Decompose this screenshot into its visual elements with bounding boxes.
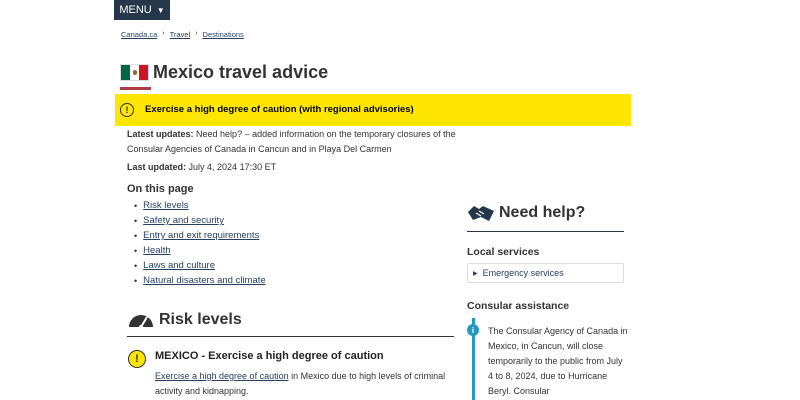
local-services-title: Local services bbox=[467, 246, 540, 258]
toc-item bbox=[134, 273, 266, 288]
toc-link-health[interactable]: • Health bbox=[143, 245, 171, 256]
last-updated-label: Last updated: bbox=[127, 162, 187, 172]
chevron-right-icon: › bbox=[195, 30, 198, 37]
menu-label: MENU bbox=[119, 4, 152, 16]
exclamation-icon: ! bbox=[120, 103, 134, 117]
handshake-icon bbox=[467, 203, 495, 223]
advisory-banner bbox=[115, 94, 631, 126]
toc-item bbox=[134, 198, 266, 213]
chevron-right-icon: › bbox=[162, 30, 165, 37]
toc-link-safety[interactable]: • Safety and security bbox=[143, 215, 224, 226]
menu-button[interactable] bbox=[114, 0, 170, 20]
risk-item-title: MEXICO - Exercise a high degree of caution bbox=[155, 350, 384, 362]
mexico-flag-icon bbox=[120, 64, 149, 81]
toc-link-disasters[interactable]: • Natural disasters and climate bbox=[143, 275, 266, 286]
toc-item bbox=[134, 243, 266, 258]
toc-link-entry-exit[interactable]: • Entry and exit requirements bbox=[143, 230, 260, 241]
latest-updates bbox=[127, 127, 457, 157]
consular-assistance-title: Consular assistance bbox=[467, 300, 570, 312]
advisory-text: Exercise a high degree of caution (with regional advisories) bbox=[145, 104, 414, 115]
emergency-services-label: Emergency services bbox=[482, 268, 564, 278]
triangle-right-icon: ▶ bbox=[473, 270, 478, 277]
last-updated bbox=[127, 162, 276, 172]
toc-link-risk-levels[interactable]: • Risk levels bbox=[143, 200, 189, 211]
page-title: Mexico travel advice bbox=[153, 62, 329, 82]
breadcrumb bbox=[121, 30, 244, 39]
consular-info-text: The Consular Agency of Canada in Mexico, in Cancun, will close temporarily to the public from July 4 to 8, 2024, due to Hurricane Beryl. Consular bbox=[488, 326, 628, 396]
breadcrumb-travel[interactable]: Travel bbox=[169, 30, 191, 39]
risk-item-link[interactable]: Exercise a high degree of caution bbox=[155, 371, 289, 381]
risk-levels-heading bbox=[127, 311, 242, 329]
toc-item bbox=[134, 258, 266, 273]
exclamation-icon: ! bbox=[128, 350, 146, 368]
toc-item bbox=[134, 213, 266, 228]
latest-updates-label: Latest updates: bbox=[127, 129, 194, 139]
breadcrumb-destinations[interactable]: Destinations bbox=[202, 30, 244, 39]
risk-item-body: in Mexico due to high levels of criminal activity and kidnapping. bbox=[155, 371, 446, 396]
chevron-down-icon: ▼ bbox=[156, 5, 165, 15]
risk-levels-rule bbox=[127, 336, 454, 337]
need-help-rule bbox=[467, 231, 624, 232]
toc-list bbox=[134, 198, 266, 288]
need-help-title: Need help? bbox=[499, 204, 586, 221]
risk-item-text bbox=[155, 369, 455, 399]
page-header bbox=[120, 62, 328, 83]
risk-levels-title: Risk levels bbox=[159, 311, 242, 328]
need-help-heading bbox=[467, 203, 585, 223]
title-underline bbox=[120, 87, 151, 90]
breadcrumb-canada[interactable]: Canada.ca bbox=[121, 30, 158, 39]
gauge-icon bbox=[127, 312, 155, 328]
latest-updates-text: Need help? – added information on the temporary closures of the Consular Agencies of Canada in Cancun and in Playa Del Carmen bbox=[127, 129, 456, 154]
info-icon: i bbox=[467, 324, 479, 336]
toc-title: On this page bbox=[127, 183, 194, 195]
toc-item bbox=[134, 228, 266, 243]
last-updated-value: July 4, 2024 17:30 ET bbox=[188, 162, 277, 172]
emergency-services-toggle[interactable] bbox=[467, 263, 624, 283]
toc-link-laws[interactable]: • Laws and culture bbox=[143, 260, 215, 271]
